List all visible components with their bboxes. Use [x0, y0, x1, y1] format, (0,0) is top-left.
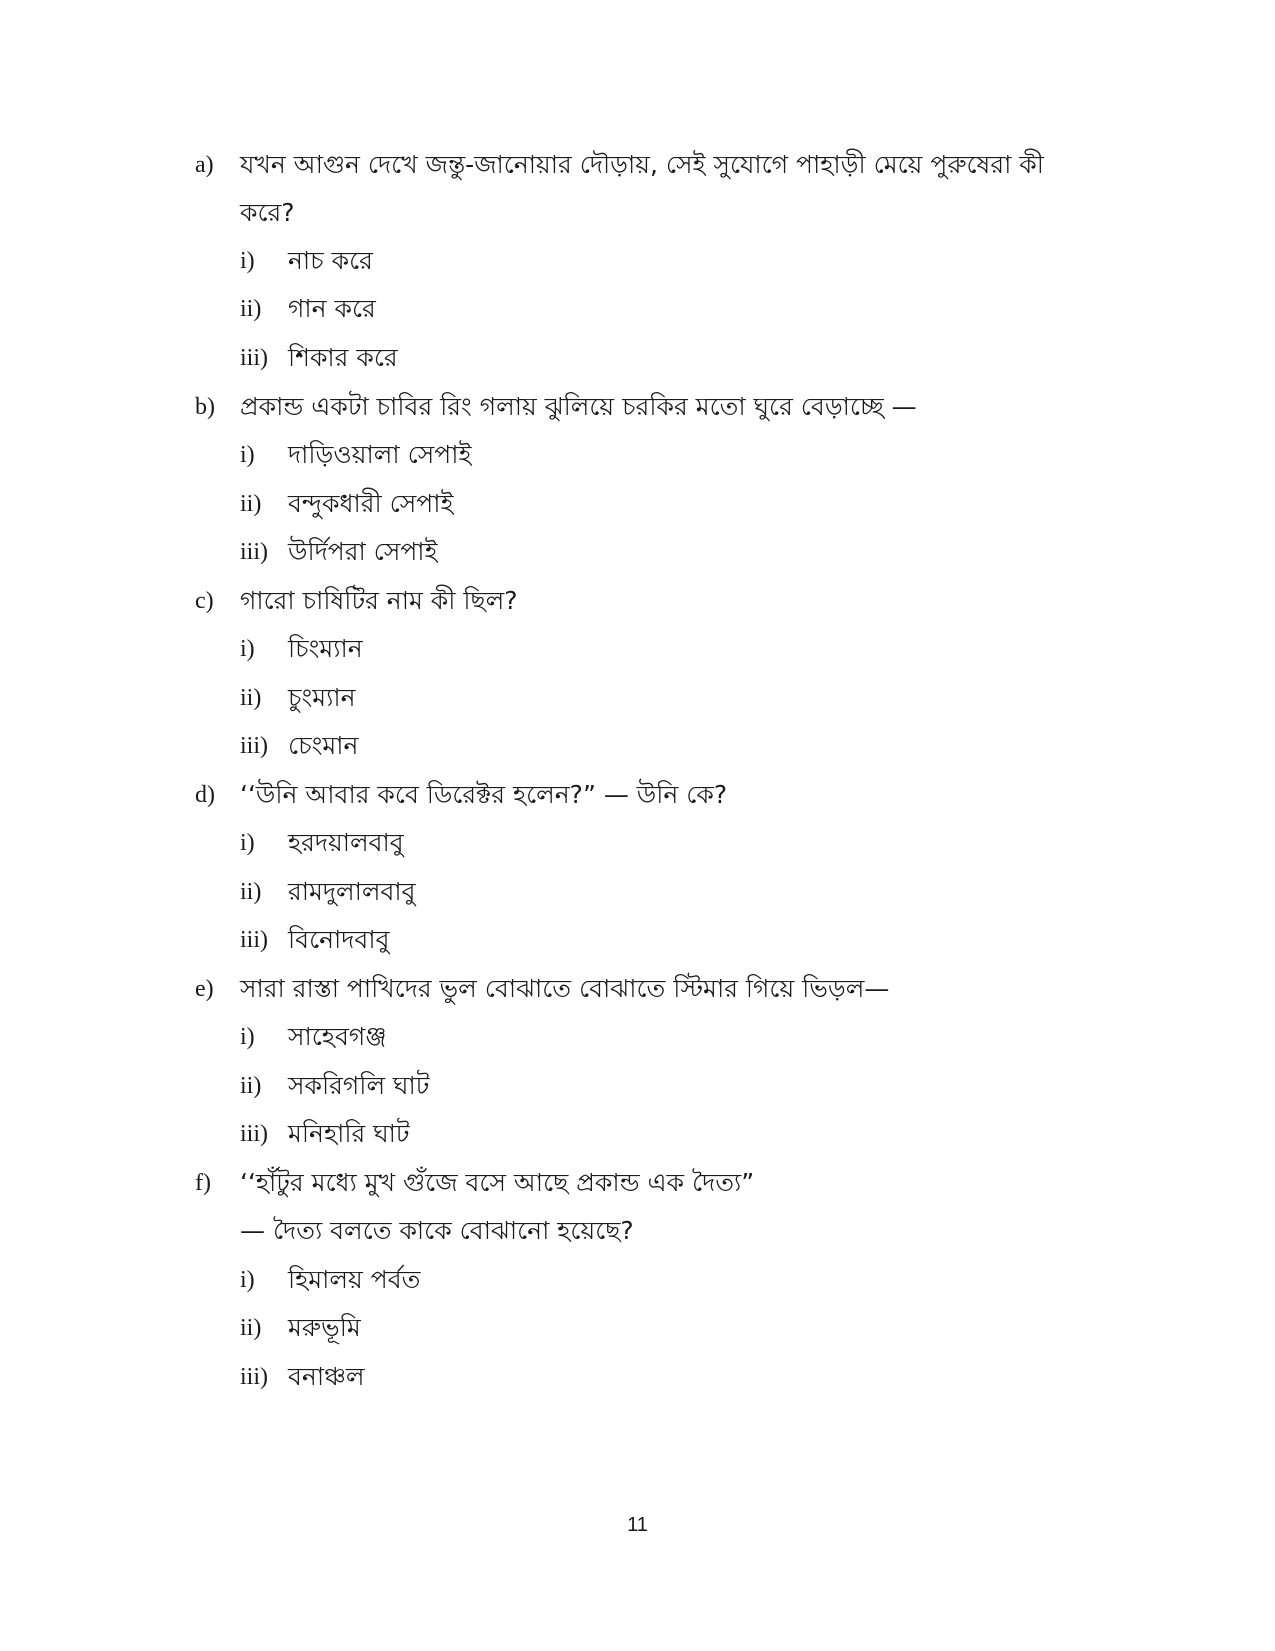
option-text: দাড়িওয়ালা সেপাই [288, 440, 472, 469]
option-text: রামদুলালবাবু [288, 877, 416, 906]
option-text: গান করে [288, 294, 376, 323]
option-label: ii) [240, 491, 262, 517]
option-text: বনাঞ্চল [288, 1362, 365, 1391]
option-label: ii) [240, 296, 262, 322]
option-text: নাচ করে [288, 246, 373, 275]
option-label: iii) [240, 1121, 268, 1147]
question-label: b) [195, 394, 215, 420]
option-label: i) [240, 1267, 255, 1293]
question-text: সারা রাস্তা পাখিদের ভুল বোঝাতে বোঝাতে স্টিমার গিয়ে ভিড়ল— [240, 974, 890, 1003]
option-label: ii) [240, 685, 262, 711]
option-label: iii) [240, 733, 268, 759]
option-text: মরুভূমি [288, 1313, 361, 1342]
option-label: i) [240, 636, 255, 662]
question-text: ‘‘উনি আবার কবে ডিরেক্টর হলেন?” — উনি কে? [240, 780, 728, 809]
option-text: সাহেবগঞ্জ [288, 1022, 387, 1051]
option-label: i) [240, 830, 255, 856]
option-label: ii) [240, 879, 262, 905]
option-label: ii) [240, 1073, 262, 1099]
question-text: গারো চাষিটির নাম কী ছিল? [240, 586, 518, 615]
option-text: হিমালয় পর্বত [288, 1265, 421, 1294]
option-text: বিনোদবাবু [288, 925, 390, 954]
option-text: চিংম্যান [288, 634, 363, 663]
option-label: i) [240, 248, 255, 274]
question-label: e) [195, 976, 214, 1002]
option-label: i) [240, 442, 255, 468]
option-label: ii) [240, 1315, 262, 1341]
option-label: i) [240, 1024, 255, 1050]
question-text: করে? [240, 198, 295, 227]
option-label: iii) [240, 539, 268, 565]
option-text: চুংম্যান [288, 683, 356, 712]
option-label: iii) [240, 927, 268, 953]
question-label: c) [195, 588, 214, 614]
question-label: f) [195, 1170, 211, 1196]
option-label: iii) [240, 1364, 268, 1390]
question-text: ‘‘হাঁটুর মধ্যে মুখ গুঁজে বসে আছে প্রকান্ড এক দৈত্য” [240, 1168, 755, 1197]
question-label: a) [195, 152, 214, 178]
option-text: মনিহারি ঘাট [288, 1119, 410, 1148]
option-text: চেংমান [288, 731, 359, 760]
option-text: বন্দুকধারী সেপাই [288, 489, 454, 518]
option-label: iii) [240, 345, 268, 371]
question-text: প্রকান্ড একটা চাবির রিং গলায় ঝুলিয়ে চরকির মতো ঘুরে বেড়াচ্ছে — [240, 392, 917, 421]
question-label: d) [195, 782, 215, 808]
option-text: শিকার করে [288, 343, 398, 372]
option-text: উর্দিপরা সেপাই [288, 537, 438, 566]
option-text: সকরিগলি ঘাট [288, 1071, 430, 1100]
question-text: — দৈত্য বলতে কাকে বোঝানো হয়েছে? [240, 1216, 634, 1245]
option-text: হরদয়ালবাবু [288, 828, 404, 857]
page-number: 11 [627, 1514, 648, 1536]
question-text: যখন আগুন দেখে জন্তু-জানোয়ার দৌড়ায়, সেই সুযোগে পাহাড়ী মেয়ে পুরুষেরা কী [240, 150, 1044, 179]
